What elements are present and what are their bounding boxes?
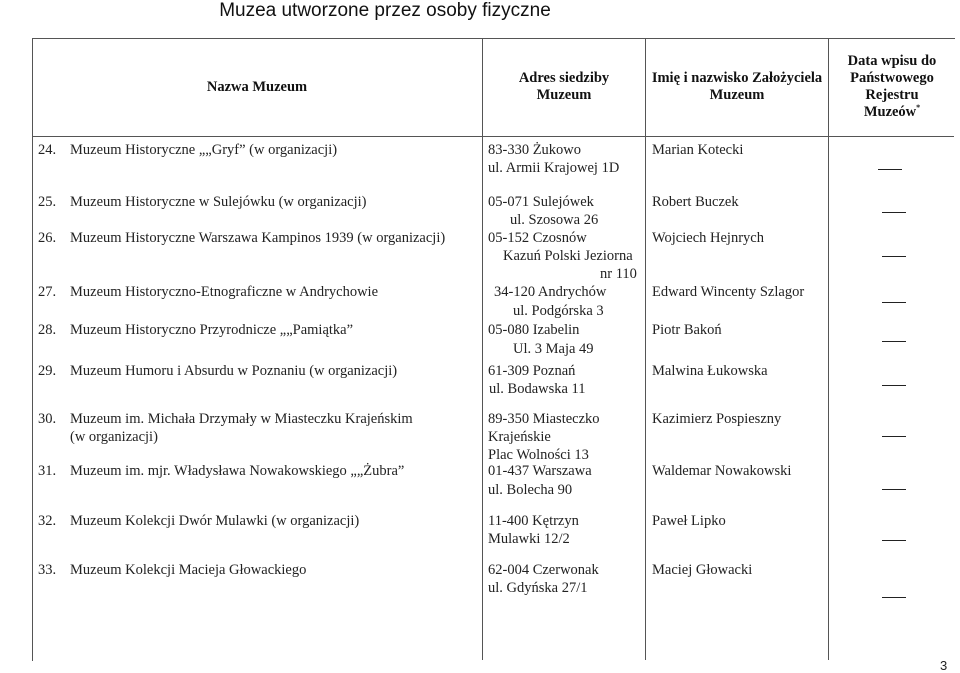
address-line: ul. Szosowa 26: [510, 212, 599, 228]
address-line: 11-400 Kętrzyn: [488, 513, 579, 529]
address-line: Ul. 3 Maja 49: [513, 341, 594, 357]
no-registry-date: [878, 169, 902, 170]
header-founder: [646, 38, 829, 136]
row-number: 29.: [38, 363, 57, 379]
row-number: 31.: [38, 463, 57, 479]
row-number: 25.: [38, 194, 57, 210]
no-registry-date: [882, 212, 906, 213]
address-line: 62-004 Czerwonak: [488, 562, 599, 578]
header-address-line-1: Adres siedziby: [518, 70, 610, 86]
address-line: 05-071 Sulejówek: [488, 194, 594, 210]
museum-name: Muzeum im. mjr. Władysława Nowakowskiego „„Żubra”: [70, 463, 405, 479]
address-line: ul. Bolecha 90: [488, 482, 573, 498]
column-divider: [482, 136, 483, 660]
page-title: Muzea utworzone przez osoby fizyczne: [219, 0, 551, 21]
founder-name: Wojciech Hejnrych: [652, 230, 764, 246]
founder-name: Kazimierz Pospieszny: [652, 411, 782, 427]
address-line: 34-120 Andrychów: [494, 284, 607, 300]
founder-name: Edward Wincenty Szlagor: [652, 284, 805, 300]
no-registry-date: [882, 302, 906, 303]
header-date: [829, 38, 955, 136]
row-number: 30.: [38, 411, 57, 427]
header-date-line-1: Data wpisu do: [847, 53, 937, 69]
address-line: Plac Wolności 13: [488, 447, 589, 463]
header-founder-line-1: Imię i nazwisko Założyciela: [651, 70, 823, 86]
row-number: 27.: [38, 284, 57, 300]
address-line: ul. Podgórska 3: [513, 303, 604, 319]
address-line: Mulawki 12/2: [488, 531, 570, 547]
founder-name: Robert Buczek: [652, 194, 739, 210]
header-address-line-2: Muzeum: [536, 87, 592, 103]
founder-name: Paweł Lipko: [652, 513, 726, 529]
header-date-line-2: Państwowego: [850, 70, 934, 86]
address-line: ul. Bodawska 11: [489, 381, 586, 397]
row-number: 28.: [38, 322, 57, 338]
row-number: 32.: [38, 513, 57, 529]
header-name: [32, 38, 483, 136]
address-line: Krajeńskie: [488, 429, 551, 445]
header-name-label: Nazwa Muzeum: [206, 78, 308, 95]
museum-name: Muzeum Humoru i Absurdu w Poznaniu (w organizacji): [70, 363, 398, 379]
address-line: 61-309 Poznań: [488, 363, 576, 379]
footnote-mark: *: [916, 103, 921, 113]
museum-name-continued: (w organizacji): [70, 429, 158, 445]
header-founder-line-2: Muzeum: [709, 87, 765, 103]
address-line: 01-437 Warszawa: [488, 463, 592, 479]
no-registry-date: [882, 256, 906, 257]
header-date-line-4-text: Muzeów: [863, 104, 917, 120]
museum-name: Muzeum Historyczno-Etnograficzne w Andrychowie: [70, 284, 379, 300]
address-line: ul. Gdyńska 27/1: [488, 580, 588, 596]
header-date-line-3: Rejestru: [865, 87, 919, 103]
no-registry-date: [882, 540, 906, 541]
no-registry-date: [882, 436, 906, 437]
museum-name: Muzeum Historyczno Przyrodnicze „„Pamiątka”: [70, 322, 354, 338]
header-divider: [32, 136, 954, 137]
museum-name: Muzeum Historyczne „„Gryf” (w organizacji): [70, 142, 338, 158]
header-date-line-4: [848, 104, 937, 121]
museum-name: Muzeum Historyczne Warszawa Kampinos 1939 (w organizacji): [70, 230, 446, 246]
museum-name: Muzeum Kolekcji Dwór Mulawki (w organizacji): [70, 513, 360, 529]
founder-name: Piotr Bakoń: [652, 322, 722, 338]
founder-name: Maciej Głowacki: [652, 562, 753, 578]
address-line: 83-330 Żukowo: [488, 142, 582, 158]
address-line: 05-152 Czosnów: [488, 230, 587, 246]
museum-name: Muzeum im. Michała Drzymały w Miasteczku Krajeńskim: [70, 411, 413, 427]
address-line: ul. Armii Krajowej 1D: [488, 160, 620, 176]
address-line: Kazuń Polski Jeziorna: [503, 248, 633, 264]
museum-name: Muzeum Historyczne w Sulejówku (w organizacji): [70, 194, 367, 210]
address-line: 05-080 Izabelin: [488, 322, 580, 338]
address-line: nr 110: [600, 266, 637, 282]
header-address: [483, 38, 646, 136]
founder-name: Waldemar Nowakowski: [652, 463, 792, 479]
no-registry-date: [882, 385, 906, 386]
column-divider: [645, 136, 646, 660]
founder-name: Marian Kotecki: [652, 142, 744, 158]
no-registry-date: [882, 341, 906, 342]
page-number: 3: [940, 658, 948, 673]
row-number: 24.: [38, 142, 57, 158]
no-registry-date: [882, 597, 906, 598]
founder-name: Malwina Łukowska: [652, 363, 768, 379]
row-number: 26.: [38, 230, 57, 246]
no-registry-date: [882, 489, 906, 490]
column-divider: [828, 136, 829, 660]
museum-name: Muzeum Kolekcji Macieja Głowackiego: [70, 562, 307, 578]
row-number: 33.: [38, 562, 57, 578]
address-line: 89-350 Miasteczko: [488, 411, 600, 427]
